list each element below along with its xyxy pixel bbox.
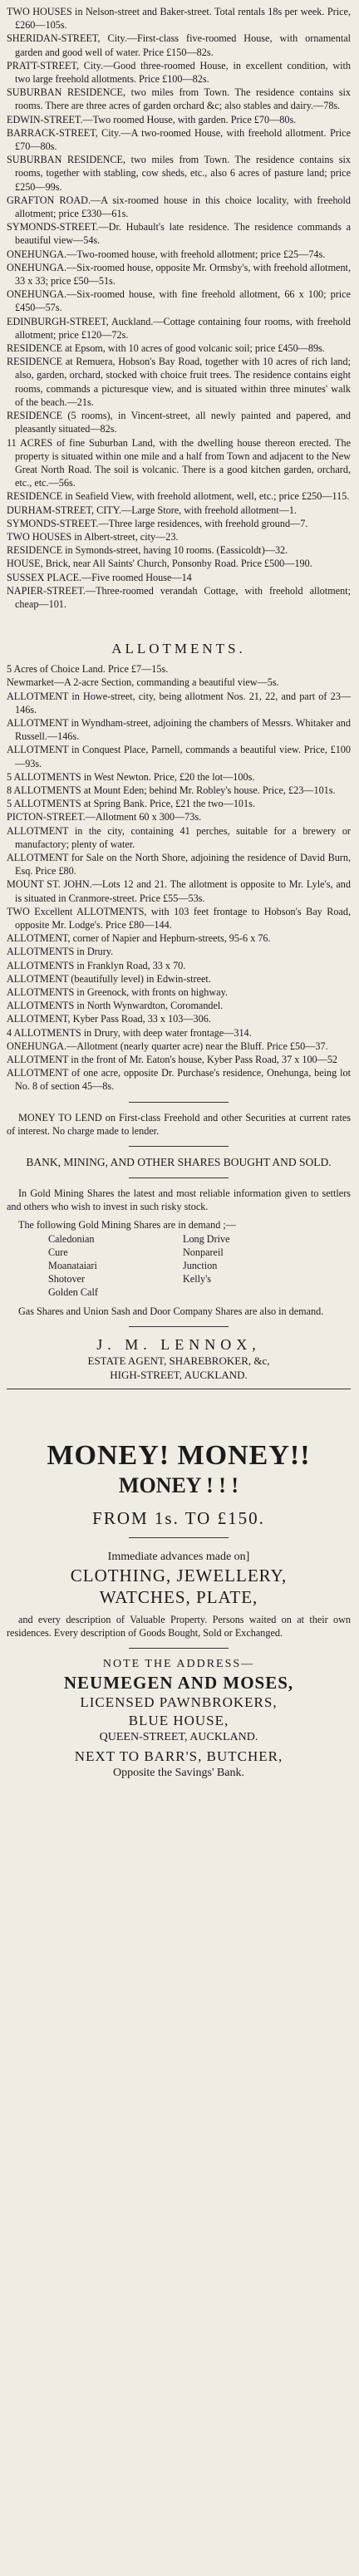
gold-mining-info: In Gold Mining Shares the latest and most reliable information given to settlers and others who wish to invest in such risky stock. [7, 1187, 351, 1213]
allotment-listing: ALLOTMENT, Kyber Pass Road, 33 x 103—306. [7, 1013, 211, 1025]
mine-name: Golden Calf [48, 1286, 98, 1299]
money-to-lend: MONEY TO LEND on First-class Freehold and other Securities at current rates of interest. No charge made to lender. [7, 1111, 351, 1137]
house-listing: EDWIN-STREET.—Two roomed House, with garden. Price £70—80s. [7, 113, 297, 125]
house-listing: SUBURBAN RESIDENCE, two miles from Town. The residence contains six rooms, together with stabling, cow sheds, etc., also 6 acres of pasture land; price £250—99s. [7, 154, 351, 193]
divider [129, 1177, 229, 1178]
divider [129, 1648, 229, 1649]
allotment-listing: ALLOTMENT (beautifully level) in Edwin-street. [7, 972, 211, 985]
gas-shares-line: Gas Shares and Union Sash and Door Company Shares are also in demand. [18, 1305, 324, 1317]
mine-name [183, 1286, 317, 1299]
house-listing: TWO HOUSES in Albert-street, city—23. [7, 530, 179, 543]
house-listing: SYMONDS-STREET.—Three large residences, with freehold ground—7. [7, 517, 308, 529]
allotment-listing: 5 ALLOTMENTS in West Newton. Price, £20 the lot—100s. [7, 770, 255, 783]
allotment-listing: ALLOTMENT in Conquest Place, Parnell, commands a beautiful view. Price, £100—93s. [7, 744, 351, 769]
allotment-listing: ALLOTMENTS in North Wynwardton, Coromandel. [7, 1000, 224, 1012]
allotment-listing: Newmarket—A 2-acre Section, commanding a beautiful view—5s. [7, 676, 279, 689]
allotment-listing: 5 Acres of Choice Land. Price £7—15s. [7, 663, 169, 676]
allotment-listing: ALLOTMENT in Wyndham-street, adjoining the chambers of Messrs. Whitaker and Russell.—146s. [7, 716, 351, 743]
divider [129, 1102, 229, 1103]
mine-name: Shotover [48, 1273, 86, 1286]
allotment-listing: ONEHUNGA.—Allotment (nearly quarter acre) near the Bluff. Price £50—37. [7, 1040, 328, 1052]
mine-name: Nonpareil [183, 1246, 224, 1258]
house-listing: SYMONDS-STREET.—Dr. Hubault's late residence. The residence commands a beautiful view—54s. [7, 221, 351, 247]
allotment-listing: TWO Excellent ALLOTMENTS, with 103 feet frontage to Hobson's Bay Road, opposite Mr. Lodge's. Price £80—144. [7, 905, 351, 931]
allotment-listing: ALLOTMENT, corner of Napier and Hepburn-streets, 95-6 x 76. [7, 932, 271, 945]
queen-street-line: QUEEN-STREET, AUCKLAND. [99, 1731, 258, 1744]
house-listing: HOUSE, Brick, near All Saints' Church, Ponsonby Road. Price £500—190. [7, 558, 312, 570]
allotment-listing: MOUNT ST. JOHN.—Lots 12 and 21. The allotment is opposite to Mr. Lyle's, and is situated in Cranmore-street. Price £55—53s. [7, 878, 351, 904]
house-listing: ONEHUNGA.—Six-roomed house, with fine freehold allotment, 66 x 100; price £450—57s. [7, 288, 351, 314]
houses-list [7, 5, 351, 611]
mine-name: Caledonian [48, 1232, 95, 1245]
opposite-line: Opposite the Savings' Bank. [112, 1767, 245, 1780]
agent-title: ESTATE AGENT, SHAREBROKER, &c, [87, 1354, 270, 1367]
allotment-listing: ALLOTMENTS in Franklyn Road, 33 x 70. [7, 959, 186, 971]
allotment-listing: ALLOTMENTS in Greenock, with fronts on highway. [7, 986, 228, 999]
allotment-listing: ALLOTMENT in the city, containing 41 perches, suitable for a brewery or manufactory; plenty of water. [7, 824, 351, 850]
divider [129, 1537, 229, 1538]
house-listing: ONEHUNGA.—Six-roomed house, opposite Mr. Ormsby's, with freehold allotment, 33 x 33; price £50—51s. [7, 261, 351, 288]
divider [129, 1326, 229, 1327]
allotment-listing: 8 ALLOTMENTS at Mount Eden; behind Mr. Robley's house. Price, £23—101s. [7, 784, 336, 796]
licensed-line: LICENSED PAWNBROKERS, [80, 1694, 278, 1711]
house-listing: RESIDENCE in Symonds-street, having 10 rooms. (Eassicoldt)—32. [7, 544, 288, 557]
house-listing: SUSSEX PLACE.—Five roomed House—14 [7, 571, 192, 583]
mine-name: Cure [48, 1246, 68, 1258]
allotment-listing: 4 ALLOTMENTS in Drury, with deep water frontage—314. [7, 1026, 252, 1039]
allotment-listing: ALLOTMENT of one acre, opposite Dr. Purchase's residence, Onehunga, being lot No. 8 of section 45—8s. [7, 1067, 351, 1093]
advances-line: Immediate advances made on] [107, 1550, 250, 1563]
house-listing: NAPIER-STREET.—Three-roomed verandah Cottage, with freehold allotment; cheap—101. [7, 584, 351, 610]
mine-name: Kelly's [183, 1273, 212, 1286]
allotment-listing: 5 ALLOTMENTS at Spring Bank. Price, £21 the two—101s. [7, 798, 255, 810]
house-listing: RESIDENCE at Remuera, Hobson's Bay Road, together with 10 acres of rich land; also, garden, orchard, stocked with choice fruit trees. The residence contains eight rooms, commands a picturesque view, and is situated within three minutes' walk of the beach.—21s. [7, 356, 351, 408]
address-note: NOTE THE ADDRESS— [102, 1658, 255, 1671]
mine-name: Long Drive [183, 1232, 230, 1245]
blue-house-line: BLUE HOUSE, [128, 1713, 229, 1729]
house-listing: GRAFTON ROAD.—A six-roomed house in this choice locality, with freehold allotment; price £330—61s. [7, 194, 351, 220]
demand-intro: The following Gold Mining Shares are in demand ;— [18, 1219, 236, 1231]
house-listing: BARRACK-STREET, City.—A two-roomed House, with freehold allotment. Price £70—80s. [7, 126, 351, 153]
mine-name: Moanataiari [48, 1260, 97, 1272]
agent-name: J. M. LENNOX, [96, 1335, 261, 1353]
items-line-2: WATCHES, PLATE, [99, 1586, 258, 1607]
money-subheadline: MONEY ! ! ! [118, 1472, 239, 1497]
agent-address: HIGH-STREET, AUCKLAND. [110, 1368, 248, 1381]
agent-signature [7, 1335, 351, 1382]
house-listing: DURHAM-STREET, CITY.—Large Store, with freehold allotment—1. [7, 504, 297, 516]
bank-heading: BANK, MINING, AND OTHER SHARES BOUGHT AND SOLD. [26, 1156, 332, 1169]
allotment-listing: ALLOTMENT in the front of Mr. Eaton's house, Kyber Pass Road, 37 x 100—52 [7, 1054, 338, 1066]
price-range: FROM 1s. TO £150. [92, 1507, 265, 1528]
allotments-heading: ALLOTMENTS. [111, 641, 246, 657]
allotment-listing: ALLOTMENTS in Drury. [7, 946, 114, 958]
divider [129, 1146, 229, 1147]
house-listing: PRATT-STREET, City.—Good three-roomed House, in excellent condition, with two large freehold allotments. Price £100—82s. [7, 59, 351, 86]
house-listing: SHERIDAN-STREET, City.—First-class five-roomed House, with ornamental garden and good well of water. Price £150—82s. [7, 32, 351, 58]
valuables-description: and every description of Valuable Property. Persons waited on at their own residences. Every description of Goods Bought, Sold or Exchanged. [7, 1613, 351, 1639]
allotment-listing: ALLOTMENT in Howe-street, city, being allotment Nos. 21, 22, and part of 23—146s. [7, 690, 351, 715]
items-line-1: CLOTHING, JEWELLERY, [70, 1565, 288, 1585]
broker-name: NEUMEGEN AND MOSES, [63, 1673, 294, 1694]
house-listing: TWO HOUSES in Nelson-street and Baker-street. Total rentals 18s per week. Price, £260—105s. [7, 6, 351, 32]
money-headline: MONEY! MONEY!! [47, 1439, 311, 1471]
pawnbroker-ad [7, 1439, 351, 1780]
house-listing: RESIDENCE (5 rooms), in Vincent-street, all newly painted and papered, and pleasantly situated—82s. [7, 410, 351, 435]
house-listing: RESIDENCE in Seafield View, with freehold allotment, well, etc.; price £250—115. [7, 490, 350, 503]
house-listing: ONEHUNGA.—Two-roomed house, with freehold allotment; price £25—74s. [7, 248, 326, 260]
next-to-line: NEXT TO BARR'S, BUTCHER, [74, 1748, 283, 1765]
house-listing: EDINBURGH-STREET, Auckland.—Cottage containing four rooms, with freehold allotment; price £120—72s. [7, 315, 351, 341]
mine-name: Junction [183, 1260, 218, 1272]
house-listing: SUBURBAN RESIDENCE, two miles from Town. The residence contains six rooms. There are three acres of garden orchard &c; also stables and dairy.—78s. [7, 86, 351, 112]
mines-list [7, 1232, 351, 1300]
house-listing: 11 ACRES of fine Suburban Land, with the dwelling house thereon erected. The property is situated within one mile and a half from Town and adjacent to the New Great North Road. The soil is volcanic. There is a good kitchen garden, orchard, etc., etc.—56s. [7, 436, 351, 489]
house-listing: RESIDENCE at Epsom, with 10 acres of good volcanic soil; price £450—89s. [7, 342, 325, 355]
allotment-listing: PICTON-STREET.—Allotment 60 x 300—73s. [7, 811, 202, 823]
allotments-list [7, 662, 351, 1094]
allotment-listing: ALLOTMENT for Sale on the North Shore, adjoining the residence of David Burn, Esq. Price £80. [7, 851, 351, 878]
